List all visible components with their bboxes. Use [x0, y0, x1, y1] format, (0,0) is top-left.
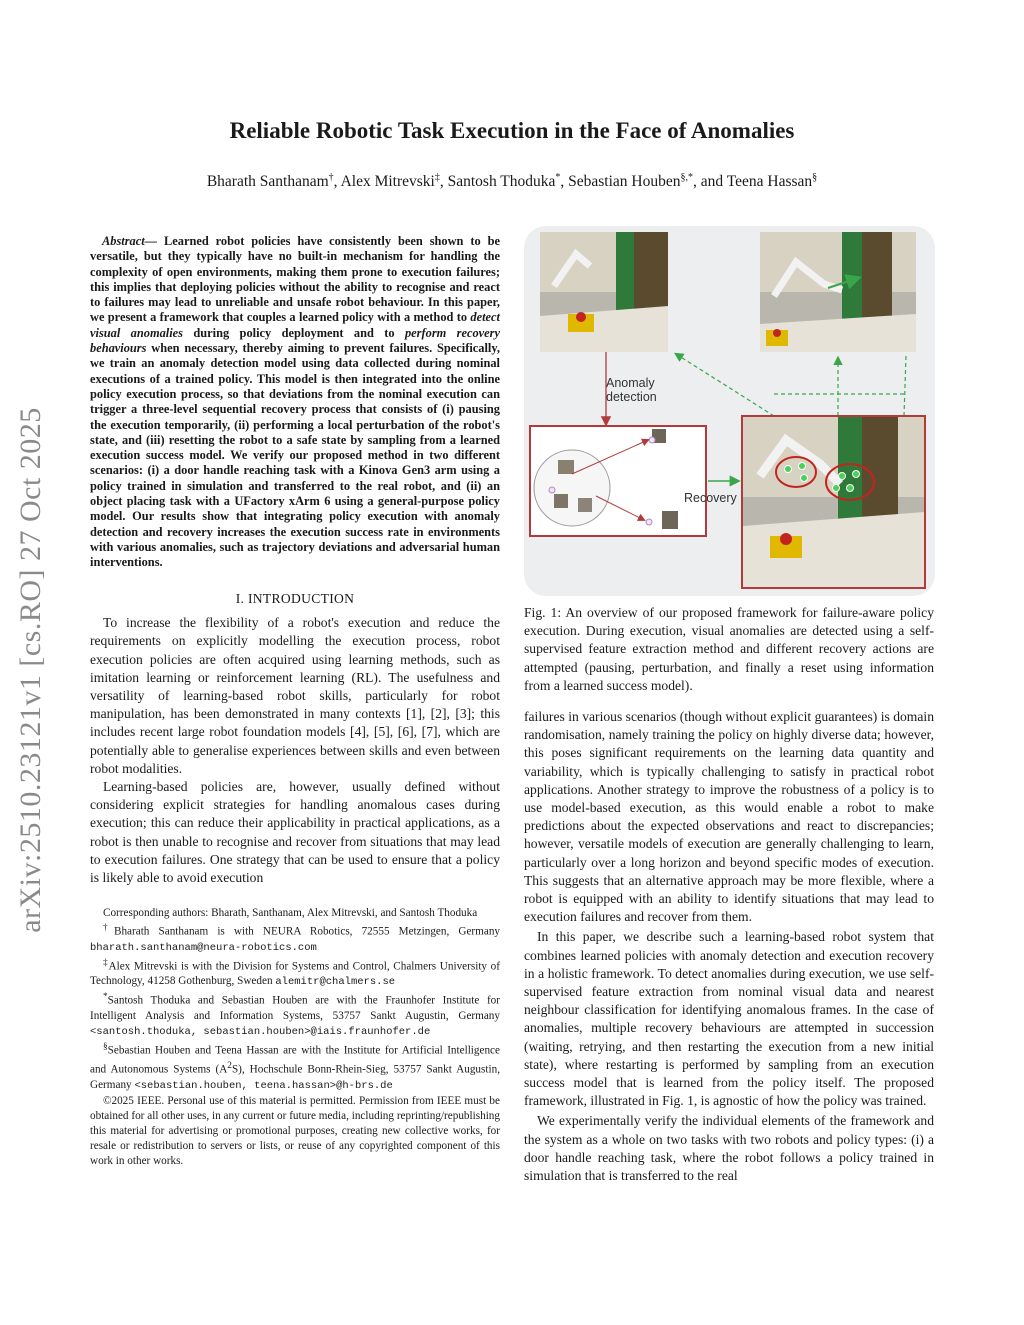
anomaly-feature-space: [530, 426, 706, 536]
paragraph: To increase the flexibility of a robot's execution and reduce the requirements on explicitly modelling the execution process, robot execution policies are often acquired using learning methods, such as imitation learning or reinforcement learning (RL). The usefulness and versatility of learning-based robot skills, particularly for robot manipulation, has been demonstrated in many contexts [1], [2], [3]; this includes recent large robot foundation models [4], [5], [6], [7], which are potentially able to generalise experiences between skills and even between robot modalities.: [90, 615, 500, 776]
author: Santosh Thoduka: [447, 173, 556, 191]
photo-recovery: [742, 416, 925, 588]
author: Teena Hassan: [726, 173, 813, 191]
paragraph: We experimentally verify the individual elements of the framework and the system as a whole on two tasks with two robots and policy types: (i) a door handle reaching task, where the robot follows a policy trained in simulation that is transferred to the real: [524, 1113, 934, 1184]
paragraph: failures in various scenarios (though without explicit guarantees) is domain randomisation, namely training the policy on highly diverse data; however, this poses significant requirements on the learning data quantity and variability, which is typically challenging to satisfy in practical robot applications. Another strategy to improve the robustness of a policy is to use model-based execution, as this would enable a robot to make predictions about the expected observations and react to discrepancies; however, versatile models of execution are generally challenging to learn, particularly over a long horizon and beyond specific modes of execution. This suggests that an alternative approach may be more flexible, where a robot is equipped with an ability to identify situations that may lead to execution failures and recover from them.: [524, 709, 934, 925]
figure-1: [524, 226, 935, 596]
photo-execution-goal: [760, 232, 916, 352]
paper-title: Reliable Robotic Task Execution in the Face of Anomalies: [229, 118, 795, 143]
author: Bharath Santhanam: [206, 173, 329, 191]
photo-execution-start: [540, 232, 668, 352]
label-anomaly-detection: Anomaly: [606, 376, 655, 390]
section-heading: I. INTRODUCTION: [235, 591, 355, 606]
paragraph: In this paper, we describe such a learning-based robot system that combines learned policies with anomaly detection and execution recovery in a holistic framework. To detect anomalies during execution, we use self-supervised feature extraction from nominal visual data and nearest neighbour classification for identifying anomalous frames. In the case of anomalies, multiple recovery behaviours are attempted in succession (waiting, retrying, and then restarting the execution from a new initial state), where restarting is performed by sampling from an execution success model that is learned from the policy itself. The proposed framework, illustrated in Fig. 1, is agnostic of how the policy was trained.: [524, 929, 934, 1109]
abstract: Abstract— Learned robot policies have consistently been shown to be versatile, but they typically have no built-in mechanism for handling the complexity of open environments, making them prone to execution failures; this implies that deploying policies without the ability to recognise and react to failures may lead to unreliable and unsafe robot behaviour. In this paper, we present a framework that couples a learned policy with a method to detect visual anomalies during policy deployment and to perform recovery behaviours when necessary, thereby aiming to prevent failures. Specifically, we train an anomaly detection model using data collected during nominal executions of a trained policy. This model is then integrated into the online policy execution process, so that deviations from the nominal execution can trigger a three-level sequential recovery process that consists of (i) pausing the execution temporarily, (ii) performing a local perturbation of the robot's state, and (iii) resetting the robot to a safe state by sampling from a learned execution success model. We verify our proposed method in two different scenarios: (i) a door handle reaching task with a Kinova Gen3 arm using a policy trained in simulation and transferred to the real robot, and (ii) an object placing task with a UFactory xArm 6 using a general-purpose policy model. Our results show that integrating policy execution with anomaly detection and recovery increases the execution success rate in environments with various anomalies, such as trajectory deviations and adversarial human interventions.: [90, 234, 500, 570]
svg-text:detection: detection: [606, 390, 657, 404]
paragraph: Learning-based policies are, however, usually defined without considering explicit strategies for handling anomalous cases during execution; this can reduce their applicability in practical applications, as a robot is then unable to recognise and recover from situations that may lead to execution failures. One strategy that can be used to ensure that a policy is likely able to avoid execution: [90, 779, 500, 886]
right-column-text: [524, 708, 934, 1187]
figure-caption: Fig. 1: An overview of our proposed framework for failure-aware policy execution. During execution, visual anomalies are detected using a self-supervised feature extraction method and different recovery actions are attempted (pausing, perturbation, and finally a reset using information from a learned success model).: [524, 605, 934, 693]
arxiv-watermark: arXiv:2510.23121v1 [cs.RO] 27 Oct 2025: [14, 407, 47, 933]
author: Alex Mitrevski: [340, 173, 435, 191]
label-recovery: Recovery: [684, 491, 737, 505]
introduction: [90, 590, 500, 887]
footnotes: Corresponding authors: Bharath, Santhanam, Alex Mitrevski, and Santosh Thoduka †Bharath Santhanam is with NEURA Robotics, 72555 Metzingen, Germany bharath.santhanam@neura-robotics.com ‡Alex Mitrevski is with the Division for Systems and Control, Chalmers University of Technology, 41258 Gothenburg, Sweden alemitr@chalmers.se *Santosh Thoduka and Sebastian Houben are with the Fraunhofer Institute for Intelligent Analysis and Information Systems, 53757 Sankt Augustin, Germany <santosh.thoduka, sebastian.houben>@iais.fraunhofer.de §Sebastian Houben and Teena Hassan are with the Institute for Artificial Intelligence and Autonomous Systems $(A^2S)$, Hochschule Bonn-Rhein-Sieg, 53757 Sankt Augustin, Germany <sebastian.houben, teena.hassan>@h-brs.de ©2025 IEEE. Personal use of this material is permitted. Permission from IEEE must be obtained for all other uses, in any current or future media, including reprinting/republishing this material for advertising or promotional purposes, creating new collective works, for resale or redistribution to servers or lists, or reuse of any copyrighted component of this work in other works.: [90, 907, 501, 1167]
author-list: Bharath Santhanam†, Alex Mitrevski‡, Santosh Thoduka*, Sebastian Houben§,*, and Teena Hassan§: [206, 172, 818, 191]
author: Sebastian Houben: [568, 173, 681, 191]
